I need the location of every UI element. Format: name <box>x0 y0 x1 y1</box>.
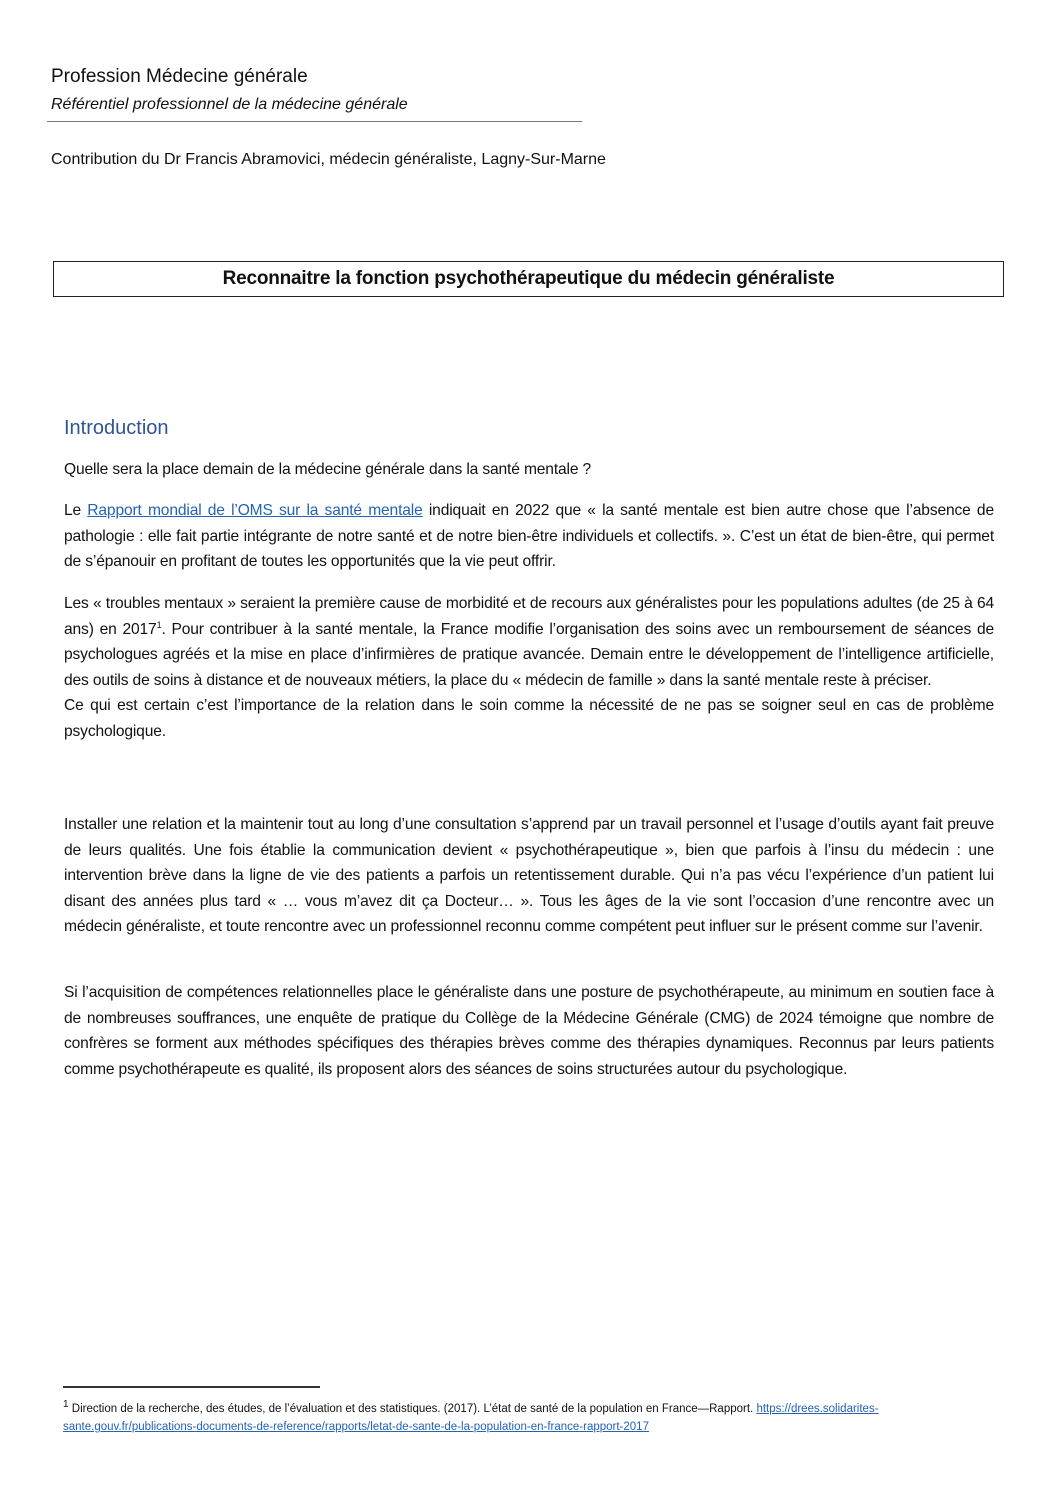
footnote-ref-1[interactable]: 1 <box>156 619 162 630</box>
footnote-number: 1 <box>63 1399 69 1411</box>
paragraph-4: Installer une relation et la maintenir tout au long d’une consultation s’apprend par un travail personnel et l’usage d’outils ayant fait preuve de leurs qualités. Une fois établie la communication devient « psychothérapeutique », bien que parfois à l’insu du médecin : une intervention brève dans la ligne de vie des patients a parfois un retentissement durable. Qui n’a pas vécu l’expérience d’un patient lui disant des années plus tard « … vous m’avez dit ça Docteur… ». Tous les âges de la vie sont l’occasion d’une rencontre avec un médecin généraliste, et toute rencontre avec un professionnel reconnu comme compétent peut influer sur le présent comme sur l’avenir. <box>64 816 994 935</box>
paragraph-3-text-a: Les « troubles mentaux » seraient la première cause de morbidité et de recours aux généralistes pour les populations adultes (de 25 à 64 ans) en 2017 <box>64 595 994 638</box>
document-title: Reconnaitre la fonction psychothérapeutique du médecin généraliste <box>222 268 835 289</box>
footnote <box>63 1400 998 1436</box>
header-title: Profession Médecine générale <box>51 66 308 87</box>
paragraph-3-text-c: Ce qui est certain c’est l’importance de la relation dans le soin comme la nécessité de ne pas se soigner seul en cas de problème psychologique. <box>64 697 994 740</box>
paragraph-1: Quelle sera la place demain de la médecine générale dans la santé mentale ? <box>64 461 592 478</box>
footnote-link[interactable]: https://drees.solidarites-sante.gouv.fr/publications-documents-de-reference/rapports/letat-de-sante-de-la-population-en-france-rapport-2017 <box>63 1403 879 1433</box>
paragraph-2 <box>64 498 994 575</box>
section-heading-introduction: Introduction <box>64 417 169 439</box>
document-title-box <box>53 261 1004 297</box>
footnote-separator <box>63 1386 320 1388</box>
paragraph-2-text: indiquait en 2022 que « la santé mentale est bien autre chose que l’absence de pathologie : elle fait partie intégrante de notre santé et de notre bien-être individuels et collectifs. ». C’est un état de bien-être, qui permet de s’épanouir en profitant de toutes les opportunités que la vie peut offrir. <box>64 502 994 570</box>
oms-report-link[interactable]: Rapport mondial de l’OMS sur la santé mentale <box>87 502 423 519</box>
paragraph-5: Si l’acquisition de compétences relationnelles place le généraliste dans une posture de psychothérapeute, au minimum en soutien face à de nombreuses souffrances, une enquête de pratique du Collège de la Médecine Générale (CMG) de 2024 témoigne que nombre de confrères se forment aux méthodes spécifiques des thérapies brèves comme des thérapies dynamiques. Reconnus par leurs patients comme psychothérapeute es qualité, ils proposent alors des séances de soins structurées autour du psychologique. <box>64 984 994 1078</box>
paragraph-2-prefix: Le <box>64 502 88 519</box>
contribution-line: Contribution du Dr Francis Abramovici, médecin généraliste, Lagny-Sur-Marne <box>51 151 606 168</box>
paragraph-3-text-b: . Pour contribuer à la santé mentale, la France modifie l’organisation des soins avec un remboursement de séances de psychologues agréés et la mise en place d’infirmières de pratique avancée. Demain entre le développement de l’intelligence artificielle, des outils de soins à distance et de nouveaux métiers, la place du « médecin de famille » dans la santé mentale reste à préciser. <box>64 620 994 689</box>
header-divider <box>47 121 582 122</box>
footnote-text: Direction de la recherche, des études, de l’évaluation et des statistiques. (2017). L’état de santé de la population en France—Rapport. <box>68 1403 757 1415</box>
paragraph-3 <box>64 591 994 744</box>
header-subtitle: Référentiel professionnel de la médecine générale <box>51 96 408 113</box>
